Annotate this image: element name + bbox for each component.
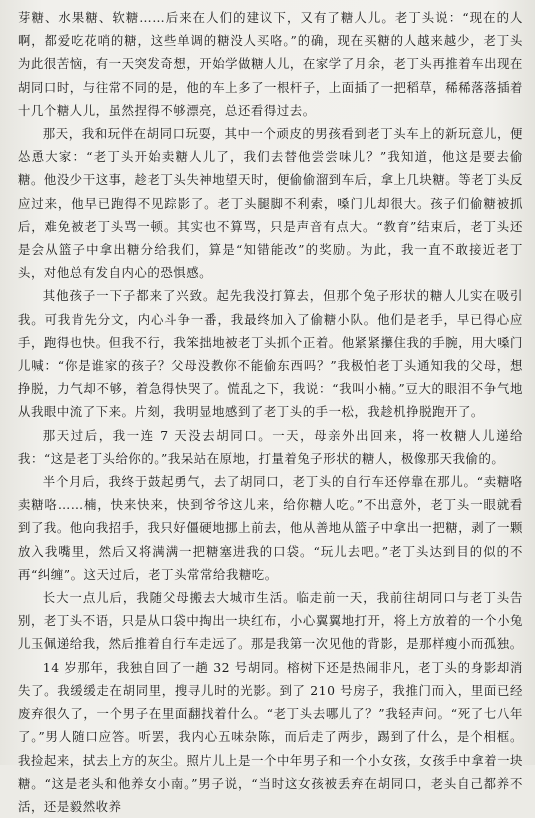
paragraph-1: 芽糖、水果糖、软糖……后来在人们的建议下，又有了糖人儿。老丁头说：“现在的人啊，都爱吃花哨的糖，这些单调的糖没人买咯。”的确，现在买糖的人越来越少，老丁头为此很苦恼，有一天突发奇想，开始学做糖人儿，在家学了月余，老丁头再推着车出现在胡同口时，与往常不同的是，他的车上多了一根杆子，上面插了一把稻草，稀稀落落插着十几个糖人儿，虽然捏得不够漂亮，总还看得过去。 bbox=[18, 10, 523, 118]
paragraph-6: 长大一点儿后，我随父母搬去大城市生活。临走前一天，我前往胡同口与老丁头告别，老丁头不语，只是从口袋中掏出一块红布，小心翼翼地打开，将上方放着的一个小兔儿玉佩递给我，然后推着自行车走远了。那是我第一次见他的背影，是那样瘦小而孤独。 bbox=[18, 590, 523, 652]
paragraph-4: 那天过后，我一连 7 天没去胡同口。一天，母亲外出回来，将一枚糖人儿递给我：“这是老丁头给你的。”我呆站在原地，打量着兔子形状的糖人，极像那天我偷的。 bbox=[18, 427, 523, 466]
paragraph-2: 那天，我和玩伴在胡同口玩耍，其中一个顽皮的男孩看到老丁头车上的新玩意儿，便怂恿大家：“老丁头开始卖糖人儿了，我们去替他尝尝味儿？”我知道，他这是要去偷糖。他没少干这事，趁老丁头失神地望天时，便偷偷溜到车后，拿上几块糖。等老丁头反应过来，他早已跑得不见踪影了。老丁头腿脚不利索，嗓门儿却很大。孩子们偷糖被抓后，难免被老丁头骂一顿。其实也不算骂，只是声音有点大。“教育”结束后，老丁头还是会从篮子中拿出糖分给我们，算是“知错能改”的奖励。为此，我一直不敢接近老丁头，对他总有发自内心的恐惧感。 bbox=[18, 126, 523, 281]
paragraph-5: 半个月后，我终于鼓起勇气，去了胡同口，老丁头的自行车还停靠在那儿。“卖糖咯卖糖咯……楠，快来快来，快到爷爷这儿来，给你糖人吃。”不出意外，老丁头一眼就看到了我。他向我招手，我只好僵硬地挪上前去，他从善地从篮子中拿出一把糖，剥了一颗放入我嘴里，然后又将满满一把糖塞进我的口袋。“玩儿去吧。”老丁头达到目的似的不再“纠缠”。这天过后，老丁头常常给我糖吃。 bbox=[18, 474, 523, 582]
paragraph-7: 14 岁那年，我独自回了一趟 32 号胡同。榕树下还是热闹非凡，老丁头的身影却消失了。我缓缓走在胡同里，搜寻儿时的光影。到了 210 号房子，我推门而入，里面已经废弃很久了，一个男子在里面翻找着什么。“老丁头去哪儿了？”我轻声问。“死了七八年了。”男人随口应答。听罢，我内心五味杂陈，而后走了两步，踢到了什么，是个相框。我捡起来，拭去上方的灰尘。照片儿上是一个中年男子和一个小女孩，女孩手中拿着一块糖。“这是老头和他养女小南。”男子说，“当时这女孩被丢弃在胡同口，老头自己都养不活，还是毅然收养 bbox=[18, 659, 523, 814]
paragraph-3: 其他孩子一下子都来了兴致。起先我没打算去，但那个兔子形状的糖人儿实在吸引我。可我肯先分文，内心斗争一番，我最终加入了偷糖小队。他们是老手，早已得心应手，跑得也快。但我不行，我笨拙地被老丁头抓个正着。他紧紧攥住我的手腕，用大嗓门儿喊：“你是谁家的孩子？父母没教你不能偷东西吗？”我极怕老丁头通知我的父母，想挣脱，力气却不够，着急得快哭了。慌乱之下，我说：“我叫小楠。”豆大的眼泪不争气地从我眼中流了下来。片刻，我明显地感到了老丁头的手一松，我趁机挣脱跑开了。 bbox=[18, 288, 523, 420]
